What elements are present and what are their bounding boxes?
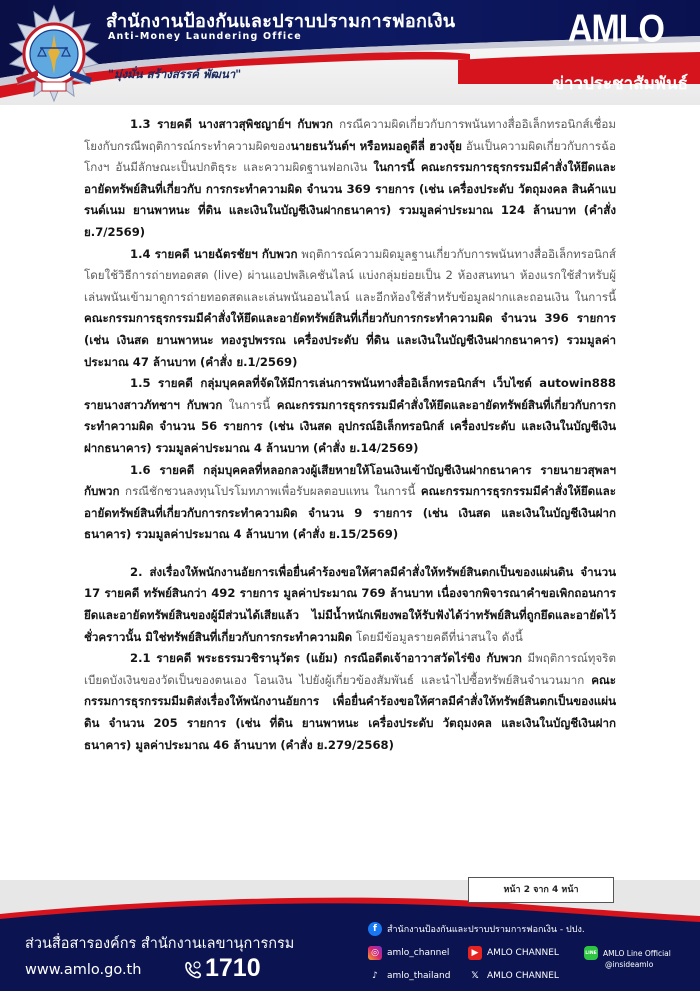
org-slogan: "มุ่งมั่น สร้างสรรค์ พัฒนา" xyxy=(108,67,242,81)
case-heading: 1.4 รายคดี นายฉัตรชัยฯ กับพวก xyxy=(130,246,298,261)
case-detail: อันเป็นความผิดเกี่ยวกับการฉ้อโกงฯ อันมีลักษณะเป็นปกติธุระ และความผิดฐานฟอกเงิน xyxy=(84,138,616,175)
instagram-label: amlo_channel xyxy=(387,948,450,958)
hotline-number[interactable]: 1710 xyxy=(205,954,261,982)
tiktok-icon: ♪ xyxy=(372,971,378,981)
case-detail: ในการนี้ xyxy=(222,397,277,412)
section-label-press-release: ข่าวประชาสัมพันธ์ xyxy=(552,74,688,94)
line-label: AMLO Line Official xyxy=(603,948,671,958)
footer-department: ส่วนสื่อสารองค์กร สำนักงานเลขานุการกรม xyxy=(25,936,295,952)
section-intro: โดยมีข้อมูลรายคดีที่น่าสนใจ ดังนี้ xyxy=(352,629,523,644)
case-heading: 1.3 รายคดี นางสาวสุพิชญาย์ฯ กับพวก xyxy=(130,117,333,131)
case-heading: 2.1 รายคดี พระธรรมวชิรานุวัตร (แย้ม) กรณีอดีตเจ้าอาวาสวัดไร่ขิง กับพวก xyxy=(130,651,522,666)
item-1-5 xyxy=(84,373,616,459)
committee-order: ในการนี้ คณะกรรมการธุรกรรมมีคำสั่งให้ยึดและอายัดทรัพย์สินที่เกี่ยวกับ การกระทำความผิด จำนวน 369 รายการ (เช่น เครื่องประดับ วัตถุมงคล สินค้าแบรนด์เนม ยานพาหนะ ที่ดิน และเงินในบัญชีเงินฝากธนาคาร) รวมมูลค่าประมาณ 124 ล้านบาท (คำสั่ง ย.7/2569) xyxy=(84,160,616,239)
case-detail: กรณีความผิดเกี่ยวกับการพนันทางสื่ออิเล็กทรอนิกส์เชื่อมโยงกับกรณีพฤติการณ์กระทำความผิดของ xyxy=(84,117,616,153)
committee-order: คณะกรรมการธุรกรรมมีคำสั่งให้ยึดและอายัดทรัพย์สินที่เกี่ยวกับการกระทำความผิด จำนวน 56 รายการ (เช่น เงินสด อุปกรณ์อิเล็กทรอนิกส์ เครื่องประดับ และเงินในบัญชีเงินฝากธนาคาร) รวมมูลค่าประมาณ 4 ล้านบาท (คำสั่ง ย.14/2569) xyxy=(84,397,616,455)
phone-icon xyxy=(183,960,203,980)
item-2 xyxy=(84,562,616,648)
item-1-6 xyxy=(84,460,616,546)
amlo-wordmark: AMLO xyxy=(567,7,664,51)
social-x[interactable] xyxy=(468,969,559,983)
social-instagram[interactable] xyxy=(368,946,449,960)
tiktok-label: amlo_thailand xyxy=(387,971,451,981)
youtube-icon: ▶ xyxy=(468,946,482,960)
committee-order: คณะกรรมการธุรกรรมมีคำสั่งให้ยึดและอายัดทรัพย์สินที่เกี่ยวกับการกระทำความผิด จำนวน 9 รายการ (เช่น เงินสด และเงินในบัญชีเงินฝากธนาคาร) รวมมูลค่าประมาณ 4 ล้านบาท (คำสั่ง ย.15/2569) xyxy=(84,484,616,542)
item-1-4 xyxy=(84,244,616,374)
amlo-logo xyxy=(8,4,100,102)
facebook-label: สำนักงานป้องกันและปราบปรามการฟอกเงิน - ปปง. xyxy=(387,925,585,935)
amlo-emblem-icon xyxy=(8,4,100,102)
x-icon: 𝕏 xyxy=(471,971,479,981)
instagram-icon: ◎ xyxy=(368,946,382,960)
committee-order: คณะกรรมการธุรกรรมมีมติส่งเรื่องให้พนักงานอัยการ เพื่อยื่นคำร้องขอให้ศาลมีคำสั่งให้ทรัพย์สินตกเป็นของแผ่นดิน จำนวน 205 รายการ (เช่น ที่ดิน ยานพาหนะ เครื่องประดับ วัตถุมงคล และเงินในบัญชีเงินฝากธนาคาร) มูลค่าประมาณ 46 ล้านบาท (คำสั่ง ย.279/2568) xyxy=(84,672,616,752)
org-title-thai: สำนักงานป้องกันและปราบปรามการฟอกเงิน xyxy=(106,11,456,32)
suspect-name: นายธนวันต์ฯ หรือหมอดูดีลี่ ฮวงจุ้ย xyxy=(290,138,462,153)
case-detail: กรณีชักชวนลงทุนโปรโมทภาพเพื่อรับผลตอบแทน ในการนี้ xyxy=(119,484,421,499)
case-detail: มีพฤติการณ์ทุจริตเบียดบังเงินของวัดเป็นของตนเอง โอนเงิน ไปยังผู้เกี่ยวข้องสัมพันธ์ และนำไปซื้อทรัพย์สินจำนวนมาก xyxy=(84,651,616,687)
page-indicator: หน้า 2 จาก 4 หน้า xyxy=(468,877,614,903)
youtube-label: AMLO CHANNEL xyxy=(487,948,559,958)
case-heading: 1.6 รายคดี กลุ่มบุคคลที่หลอกลวงผู้เสียหายให้โอนเงินเข้าบัญชีเงินฝากธนาคาร รายนายวสุพลฯ กับพวก xyxy=(84,462,616,499)
org-title-english: Anti-Money Laundering Office xyxy=(108,31,302,42)
press-release-body xyxy=(84,114,616,756)
footer-website-link[interactable]: www.amlo.go.th xyxy=(25,962,142,978)
social-tiktok[interactable] xyxy=(368,969,450,983)
facebook-icon: f xyxy=(368,922,382,936)
item-2-1 xyxy=(84,648,616,756)
committee-order: คณะกรรมการธุรกรรมมีคำสั่งให้ยึดและอายัดทรัพย์สินที่เกี่ยวกับการกระทำความผิด จำนวน 396 รายการ (เช่น เงินสด ยานพาหนะ ทองรูปพรรณ เครื่องประดับ ที่ดิน และเงินในบัญชีเงินฝากธนาคาร) รวมมูลค่าประมาณ 47 ล้านบาท (คำสั่ง ย.1/2569) xyxy=(84,311,616,369)
line-handle: @insideamlo xyxy=(605,960,654,969)
item-1-3 xyxy=(84,114,616,244)
line-icon: LINE xyxy=(584,946,598,960)
page-header xyxy=(0,0,700,105)
social-youtube[interactable] xyxy=(468,946,559,960)
case-heading: 1.5 รายคดี กลุ่มบุคคลที่จัดให้มีการเล่นการพนันทางสื่ออิเล็กทรอนิกส์ฯ เว็บไซต์ autowin888 รายนางสาวภัทชาฯ กับพวก xyxy=(84,376,616,412)
section-heading: 2. ส่งเรื่องให้พนักงานอัยการเพื่อยื่นคำร้องขอให้ศาลมีคำสั่งให้ทรัพย์สินตกเป็นของแผ่นดิน จำนวน 17 รายคดี ทรัพย์สินกว่า 492 รายการ มูลค่าประมาณ 769 ล้านบาท เนื่องจากพิจารณาคำขอเพิกถอนการยึดและอายัดทรัพย์สินของผู้มีส่วนได้เสียแล้ว ไม่มีน้ำหนักเพียงพอให้รับฟังได้ว่าทรัพย์สินที่ถูกยึดและอายัดไว้ชั่วคราวนั้น มิใช่ทรัพย์สินที่เกี่ยวกับการกระทำความผิด xyxy=(84,564,616,644)
social-line[interactable] xyxy=(584,946,671,960)
social-facebook[interactable] xyxy=(368,922,585,936)
case-detail: พฤติการณ์ความผิดมูลฐานเกี่ยวกับการพนันทางสื่ออิเล็กทรอนิกส์ โดยใช้วิธีการถ่ายทอดสด (live) ผ่านแอปพลิเคชันไลน์ แบ่งกลุ่มย่อยเป็น 2 ห้องสนทนา ห้องแรกใช้สำหรับผู้เล่นพนันเข้ามาดูการถ่ายทอดสดและเล่นพนันออนไลน์ และอีกห้องใช้สำหรับข้อมูลฝากและถอนเงิน ในการนี้ xyxy=(84,246,616,304)
x-label: AMLO CHANNEL xyxy=(487,971,559,981)
